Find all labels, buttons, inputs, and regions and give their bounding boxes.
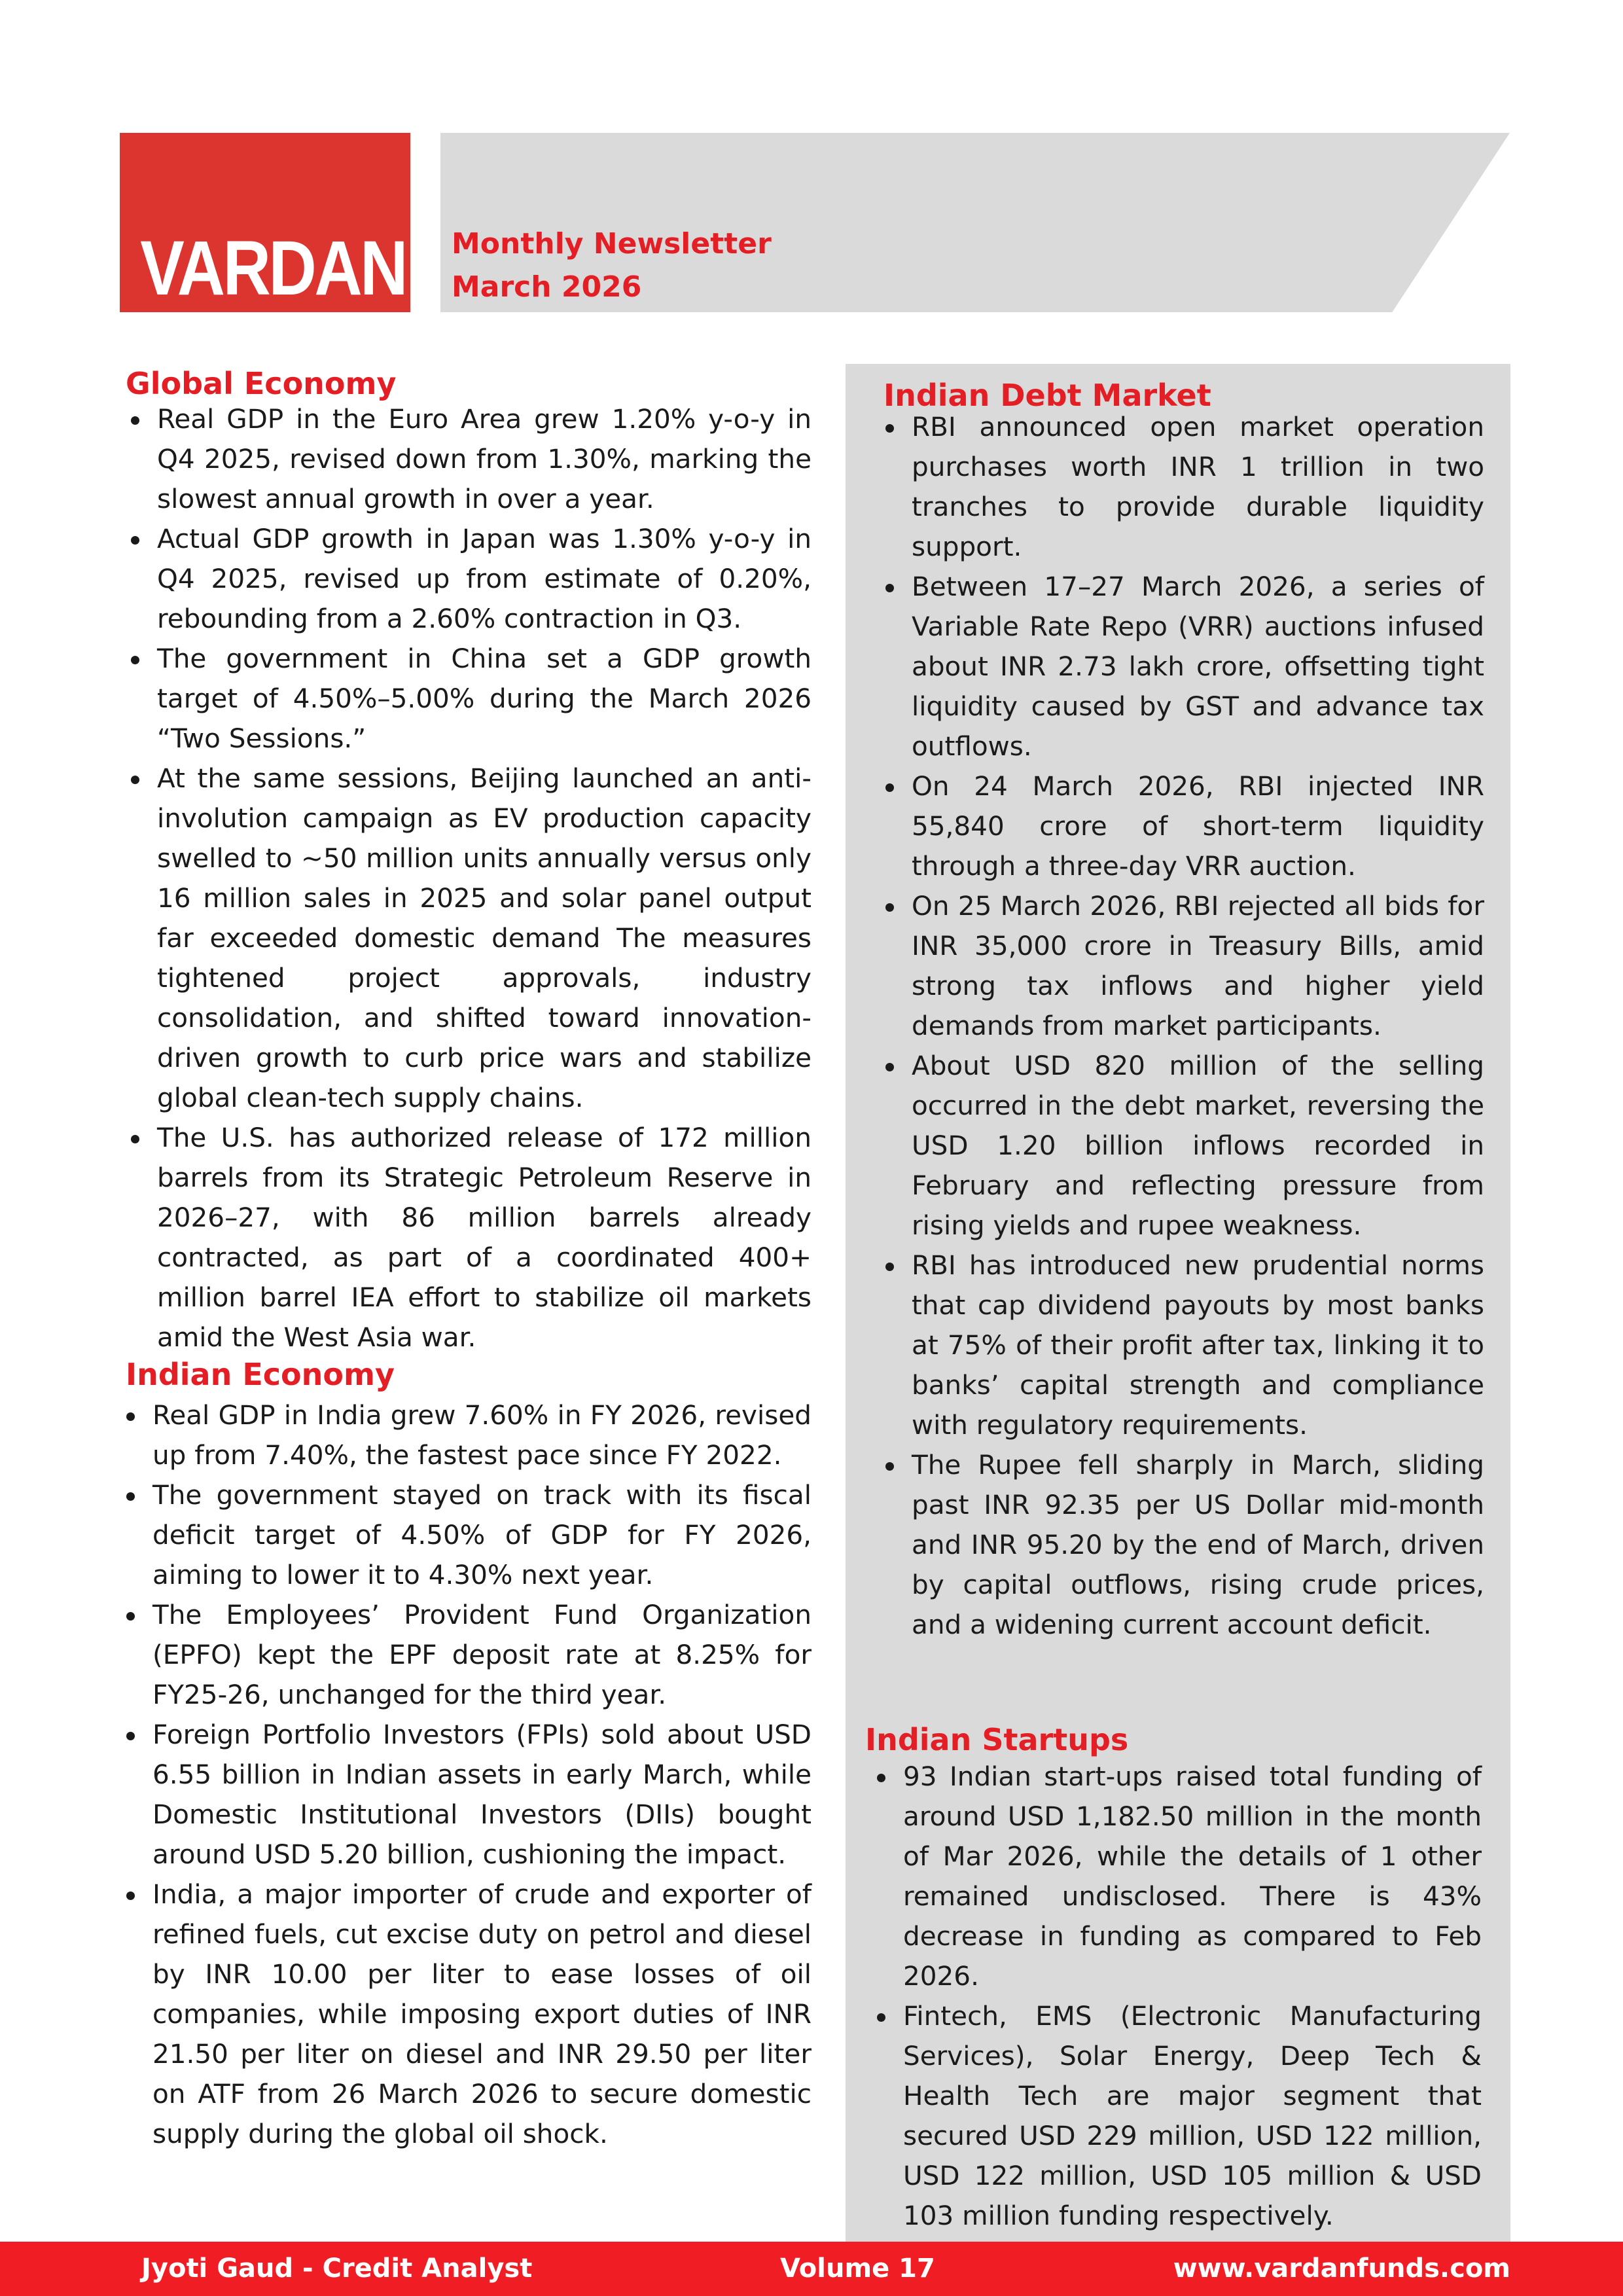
footer-author: Jyoti Gaud - Credit Analyst: [141, 2253, 533, 2284]
list-item: At the same sessions, Beijing launched an anti-involution campaign as EV production capacity swelled to ~50 million units annually versus only 16 million sales in 2025 and solar panel output far exceeded domestic demand The measures tightened project approvals, industry consolidation, and shifted toward innovation-driven growth to curb price wars and stabilize global clean-tech supply chains.: [126, 759, 812, 1118]
list-item: India, a major importer of crude and exporter of refined fuels, cut excise duty on petrol and diesel by INR 10.00 per liter to ease losses of oil companies, while imposing export duties of INR 21.50 per liter on diesel and INR 29.50 per liter on ATF from 26 March 2026 to secure domestic supply during the global oil shock.: [121, 1874, 812, 2154]
footer-website[interactable]: www.vardanfunds.com: [1173, 2253, 1510, 2284]
list-item: RBI has introduced new prudential norms that cap dividend payouts by most banks at 75% of their profit after tax, linking it to banks’ capital strength and compliance with regulatory requirements.: [880, 1246, 1484, 1445]
indian-debt-market-list: [880, 407, 1484, 1645]
indian-startups-list: [872, 1757, 1482, 2236]
newsletter-date: March 2026: [452, 270, 642, 304]
list-item: About USD 820 million of the selling occurred in the debt market, reversing the USD 1.20 billion inflows recorded in February and reflecting pressure from rising yields and rupee weakness.: [880, 1046, 1484, 1246]
list-item: 93 Indian start-ups raised total funding of around USD 1,182.50 million in the month of Mar 2026, while the details of 1 other remained undisclosed. There is 43% decrease in funding as compared to Feb 2026.: [872, 1757, 1482, 1996]
list-item: Real GDP in India grew 7.60% in FY 2026, revised up from 7.40%, the fastest pace since FY 2022.: [121, 1395, 812, 1475]
indian-economy-title: Indian Economy: [126, 1357, 395, 1392]
list-item: The Employees’ Provident Fund Organization (EPFO) kept the EPF deposit rate at 8.25% for FY25-26, unchanged for the third year.: [121, 1595, 812, 1715]
global-economy-list: [126, 399, 812, 1357]
list-item: The U.S. has authorized release of 172 million barrels from its Strategic Petroleum Reserve in 2026–27, with 86 million barrels already contracted, as part of a coordinated 400+ million barrel IEA effort to stabilize oil markets amid the West Asia war.: [126, 1118, 812, 1357]
list-item: The government stayed on track with its fiscal deficit target of 4.50% of GDP for FY 2026, aiming to lower it to 4.30% next year.: [121, 1475, 812, 1595]
indian-economy-list: [121, 1395, 812, 2154]
logo: [120, 133, 410, 312]
list-item: RBI announced open market operation purchases worth INR 1 trillion in two tranches to provide durable liquidity support.: [880, 407, 1484, 567]
footer-volume: Volume 17: [780, 2253, 935, 2284]
newsletter-title: [452, 223, 772, 309]
list-item: On 24 March 2026, RBI injected INR 55,840 crore of short-term liquidity through a three-day VRR auction.: [880, 766, 1484, 886]
global-economy-title: Global Economy: [126, 366, 397, 401]
list-item: The government in China set a GDP growth target of 4.50%–5.00% during the March 2026 “Two Sessions.”: [126, 639, 812, 759]
logo-text: VARDAN: [140, 225, 406, 312]
indian-startups-title: Indian Startups: [865, 1722, 1129, 1757]
list-item: Foreign Portfolio Investors (FPIs) sold about USD 6.55 billion in Indian assets in early March, while Domestic Institutional Investors (DIIs) bought around USD 5.20 billion, cushioning the impact.: [121, 1715, 812, 1874]
list-item: Fintech, EMS (Electronic Manufacturing Services), Solar Energy, Deep Tech & Health Tech are major segment that secured USD 229 million, USD 122 million, USD 122 million, USD 105 million & USD 103 million funding respectively.: [872, 1996, 1482, 2236]
list-item: The Rupee fell sharply in March, sliding past INR 92.35 per US Dollar mid-month and INR 95.20 by the end of March, driven by capital outflows, rising crude prices, and a widening current account deficit.: [880, 1445, 1484, 1645]
newsletter-title-line1: Monthly Newsletter: [452, 227, 772, 260]
list-item: Between 17–27 March 2026, a series of Variable Rate Repo (VRR) auctions infused about INR 2.73 lakh crore, offsetting tight liquidity caused by GST and advance tax outflows.: [880, 567, 1484, 766]
footer-bar: [0, 2242, 1623, 2296]
list-item: Real GDP in the Euro Area grew 1.20% y-o-y in Q4 2025, revised down from 1.30%, marking the slowest annual growth in over a year.: [126, 399, 812, 519]
list-item: On 25 March 2026, RBI rejected all bids for INR 35,000 crore in Treasury Bills, amid strong tax inflows and higher yield demands from market participants.: [880, 886, 1484, 1046]
indian-debt-market-title: Indian Debt Market: [883, 378, 1211, 413]
list-item: Actual GDP growth in Japan was 1.30% y-o-y in Q4 2025, revised up from estimate of 0.20%, rebounding from a 2.60% contraction in Q3.: [126, 519, 812, 639]
